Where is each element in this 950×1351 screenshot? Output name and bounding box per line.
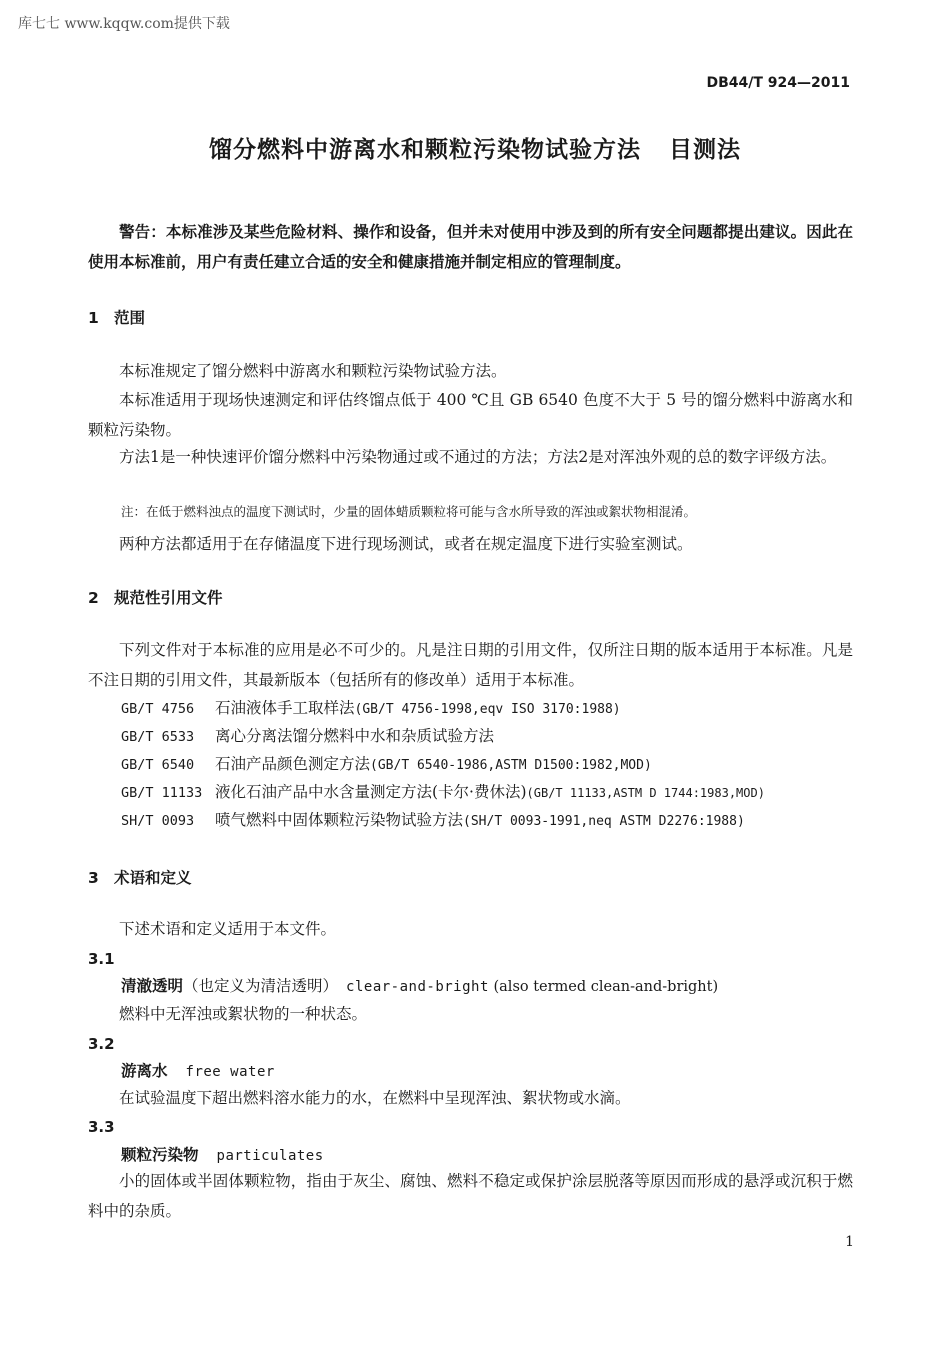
reference-code: SH/T 0093: [121, 813, 195, 829]
terms-intro: 下述术语和定义适用于本文件。: [119, 920, 337, 938]
title-main: 馏分燃料中游离水和颗粒污染物试验方法: [209, 137, 641, 163]
warning-paragraph: 警告：本标准涉及某些危险材料、操作和设备，但并未对使用中涉及到的所有安全问题都提出建议。因此在使用本标准前，用户有责任建立合适的安全和健康措施并制定相应的管理制度。: [88, 223, 853, 271]
reference-code: GB/T 4756: [121, 701, 195, 717]
term-english: free water: [185, 1064, 275, 1080]
reference-item: [121, 780, 765, 802]
scope-paragraph-3: 方法1是一种快速评价馏分燃料中污染物通过或不通过的方法；方法2是对浑浊外观的总的数字评级方法。: [119, 448, 837, 466]
reference-title: 石油液体手工取样法: [215, 699, 355, 717]
reference-source: (GB/T 6540-1986,ASTM D1500:1982,MOD): [370, 758, 652, 773]
term-number: 3.1: [88, 950, 115, 968]
page-title: [0, 131, 950, 164]
scope-paragraph-2: 本标准适用于现场快速测定和评估终馏点低于 400 ℃且 GB 6540 色度不大于 5 号的馏分燃料中游离水和颗粒污染物。: [88, 391, 853, 439]
reference-title: 液化石油产品中水含量测定方法(卡尔·费休法): [215, 783, 527, 801]
section-heading-scope: [88, 306, 145, 328]
term-chinese: 颗粒污染物: [121, 1146, 199, 1164]
watermark: 库七七 www.kqqw.com提供下载: [18, 16, 230, 32]
term-definition: 在试验温度下超出燃料溶水能力的水，在燃料中呈现浑浊、絮状物或水滴。: [119, 1089, 631, 1107]
section-title: 范围: [114, 309, 146, 327]
reference-title: 离心分离法馏分燃料中水和杂质试验方法: [215, 727, 495, 745]
section-title: 术语和定义: [114, 869, 192, 887]
term-english: particulates: [216, 1148, 324, 1164]
reference-source: (GB/T 4756-1998,eqv ISO 3170:1988): [354, 702, 621, 717]
term-chinese: 游离水: [121, 1062, 168, 1080]
reference-source: (SH/T 0093-1991,neq ASTM D2276:1988): [463, 814, 745, 829]
term-number: 3.3: [88, 1118, 115, 1136]
section-title: 规范性引用文件: [114, 589, 223, 607]
reference-code: GB/T 6533: [121, 729, 195, 745]
section-number: 3: [88, 869, 99, 887]
term-heading: [121, 1143, 324, 1165]
title-sub: 目测法: [669, 137, 741, 163]
reference-item: [121, 696, 621, 718]
term-english: clear-and-bright: [346, 979, 489, 995]
reference-code: GB/T 11133: [121, 785, 203, 801]
reference-item: [121, 724, 494, 746]
reference-item: [121, 808, 745, 830]
reference-title: 喷气燃料中固体颗粒污染物试验方法: [215, 811, 464, 829]
term-english-alternate: (also termed clean-and-bright): [488, 979, 719, 995]
term-heading: [121, 974, 718, 996]
term-number: 3.2: [88, 1035, 115, 1053]
section-heading-terms: [88, 866, 192, 888]
normative-intro: 下列文件对于本标准的应用是必不可少的。凡是注日期的引用文件，仅所注日期的版本适用于本标准。凡是不注日期的引用文件，其最新版本（包括所有的修改单）适用于本标准。: [88, 641, 853, 689]
reference-source: (GB/T 11133,ASTM D 1744:1983,MOD): [526, 786, 765, 800]
section-heading-normative: [88, 586, 223, 608]
scope-paragraph-4: 两种方法都适用于在存储温度下进行现场测试，或者在规定温度下进行实验室测试。: [119, 535, 693, 553]
term-heading: [121, 1059, 275, 1081]
scope-paragraph-1: 本标准规定了馏分燃料中游离水和颗粒污染物试验方法。: [119, 362, 507, 380]
standard-number: DB44/T 924—2011: [706, 75, 850, 91]
section-number: 1: [88, 309, 99, 327]
reference-title: 石油产品颜色测定方法: [215, 755, 371, 773]
reference-code: GB/T 6540: [121, 757, 195, 773]
section-number: 2: [88, 589, 99, 607]
reference-item: [121, 752, 652, 774]
term-alternate: （也定义为清洁透明）: [183, 977, 339, 995]
page-number: 1: [845, 1234, 854, 1250]
scope-note: 注：在低于燃料浊点的温度下测试时，少量的固体蜡质颗粒将可能与含水所导致的浑浊或絮状物相混淆。: [121, 504, 697, 519]
term-definition: 小的固体或半固体颗粒物，指由于灰尘、腐蚀、燃料不稳定或保护涂层脱落等原因而形成的悬浮或沉积于燃料中的杂质。: [88, 1172, 853, 1220]
term-chinese: 清澈透明: [121, 977, 184, 995]
term-definition: 燃料中无浑浊或絮状物的一种状态。: [119, 1005, 368, 1023]
